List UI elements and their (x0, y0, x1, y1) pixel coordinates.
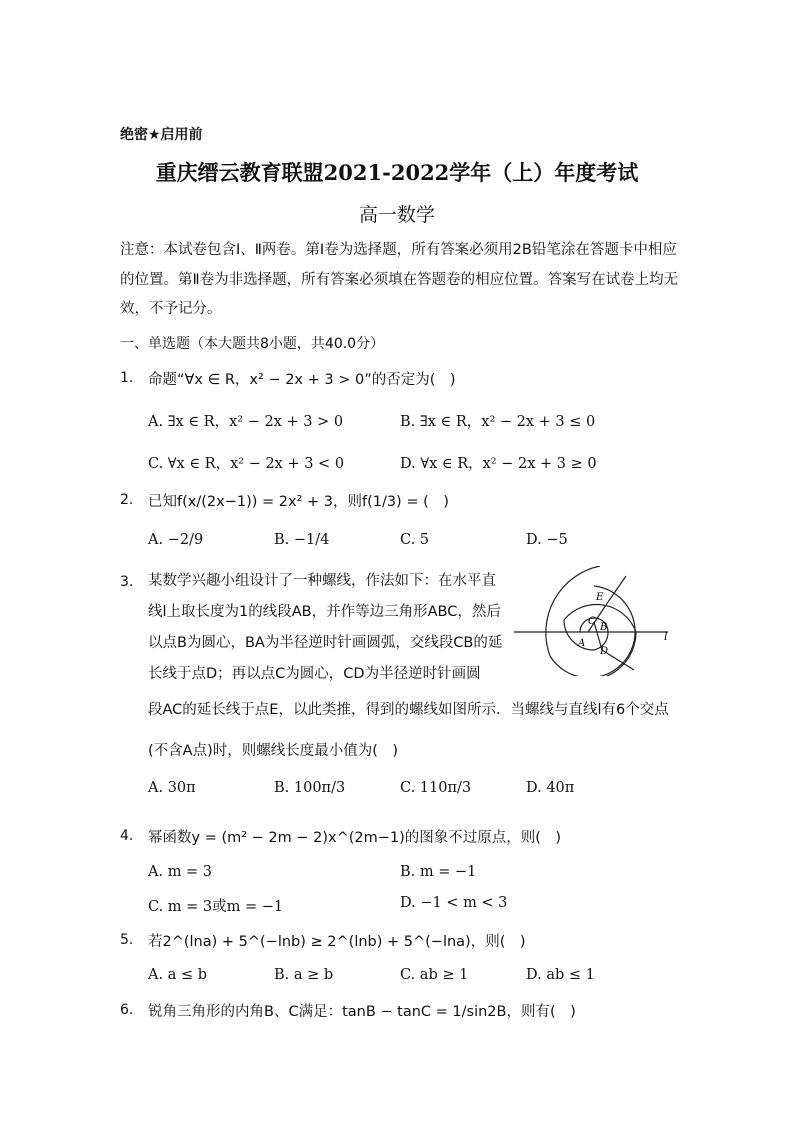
question-1-option-b: B. ∃x ∈ R，x² − 2x + 3 ≤ 0 (400, 414, 596, 430)
label-c: C (588, 616, 596, 627)
question-5-option-a: A. a ≤ b (148, 967, 207, 983)
label-b: B (600, 622, 608, 633)
question-5-number: 5. (120, 932, 134, 948)
question-2-option-a: A. −2/9 (148, 532, 204, 548)
question-1-text: 命题“∀x ∈ R，x² − 2x + 3 > 0”的否定为( ) (148, 372, 456, 388)
exam-subject: 高一数学 (358, 204, 435, 226)
question-1-number: 1. (120, 370, 134, 386)
question-4-option-a: A. m = 3 (148, 864, 213, 880)
label-e: E (596, 592, 604, 603)
question-5-option-d: D. ab ≤ 1 (526, 967, 595, 983)
question-2-text: 已知f(x/(2x−1)) = 2x² + 3，则f(1/3) = ( ) (148, 494, 449, 510)
notice-text: 注意：本试卷包含Ⅰ、Ⅱ两卷。第Ⅰ卷为选择题，所有答案必须用2B铅笔涂在答题卡中相应的位置。第Ⅱ卷为非选择题，所有答案必须填在答题卷的相应位置。答案写在试卷上均无效，不予记分。 (120, 242, 679, 317)
spiral-arc-outermost (546, 566, 600, 656)
question-2-option-d: D. −5 (526, 532, 568, 548)
question-5-text: 若2^(lna) + 5^(−lnb) ≥ 2^(lnb) + 5^(−lna)，则( ) (148, 934, 526, 950)
label-a: A (578, 638, 586, 649)
question-3-option-a: A. 30π (148, 780, 196, 796)
question-1-option-d: D. ∀x ∈ R，x² − 2x + 3 ≥ 0 (400, 456, 597, 472)
section-title: 一、单选题（本大题共8小题，共40.0分） (120, 336, 385, 352)
question-4-option-c: C. m = 3或m = −1 (148, 899, 284, 915)
question-4-text: 幂函数y = (m² − 2m − 2)x^(2m−1)的图象不过原点，则( ) (148, 830, 562, 846)
question-4-option-b: B. m = −1 (400, 864, 477, 880)
spiral-figure (510, 566, 680, 676)
question-5-option-c: C. ab ≥ 1 (400, 967, 469, 983)
label-d: D (600, 646, 609, 657)
question-2-number: 2. (120, 492, 134, 508)
question-4-option-d: D. −1 < m < 3 (400, 895, 508, 911)
exam-title: 重庆缙云教育联盟2021-2022学年（上）年度考试 (155, 160, 639, 185)
question-3-text-continued: 段AC的延长线于点E，以此类推，得到的螺线如图所示．当螺线与直线l有6个交点(不含A点)时，则螺线长度最小值为( ) (148, 702, 669, 759)
question-2-option-c: C. 5 (400, 532, 430, 548)
segment-e-extension (608, 576, 626, 602)
question-4-number: 4. (120, 828, 134, 844)
question-6-text: 锐角三角形的内角B、C满足：tanB − tanC = 1/sin2B，则有( ) (148, 1004, 576, 1020)
question-5-option-b: B. a ≥ b (274, 967, 334, 983)
secret-mark: 绝密★启用前 (120, 127, 203, 143)
question-2-option-b: B. −1/4 (274, 532, 330, 548)
question-6-number: 6. (120, 1002, 134, 1018)
label-l: l (664, 630, 668, 643)
question-1-option-c: C. ∀x ∈ R，x² − 2x + 3 < 0 (148, 456, 345, 472)
question-3-option-d: D. 40π (526, 780, 575, 796)
question-3-number: 3. (120, 574, 134, 590)
question-3-text: 某数学兴趣小组设计了一种螺线，作法如下：在水平直线l上取长度为1的线段AB，并作等边三角形ABC，然后以点B为圆心，BA为半径逆时针画圆弧，交线段CB的延长线于点D；再以点C为圆心，CD为半径逆时针画圆 (148, 573, 503, 682)
question-3-option-c: C. 110π/3 (400, 780, 472, 796)
question-1-option-a: A. ∃x ∈ R，x² − 2x + 3 > 0 (148, 414, 344, 430)
question-3-option-b: B. 100π/3 (274, 780, 346, 796)
